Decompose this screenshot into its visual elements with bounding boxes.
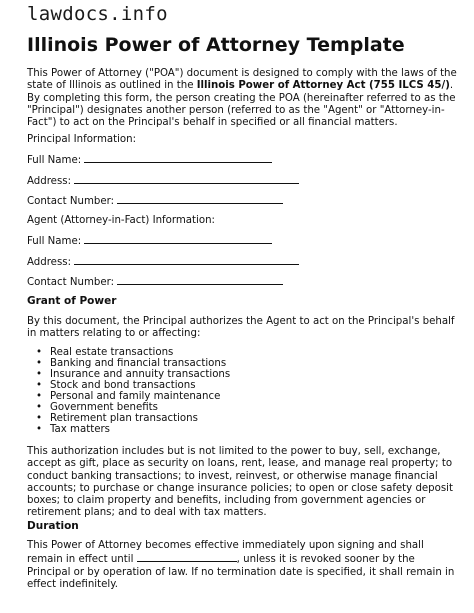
duration-paragraph — [27, 540, 459, 591]
agent-contact-label: Contact Number: — [27, 277, 115, 288]
agent-address-field[interactable] — [74, 255, 299, 265]
agent-address-label: Address: — [27, 257, 72, 268]
intro-text-before: This Power of Attorney ("POA") document is designed to comply with the laws of the state of Illinois as outlined in the — [27, 68, 457, 92]
principal-full-name-row — [27, 153, 272, 167]
agent-full-name-row — [27, 234, 272, 248]
principal-contact-label: Contact Number: — [27, 196, 115, 207]
agent-full-name-field[interactable] — [84, 234, 272, 244]
list-item: • Real estate transactions — [27, 347, 230, 358]
duration-text-after: , unless it is revoked sooner by the Principal or by operation of law. If no termination date is specified, it shall remain in effect indefinitely. — [27, 554, 455, 590]
principal-full-name-label: Full Name: — [27, 155, 82, 166]
authorization-paragraph: This authorization includes but is not limited to the power to buy, sell, exchange, accept as gift, place as security on loans, rent, lease, and manage real property; to conduct banking transactions; to invest, reinvest, or otherwise manage financial accounts; to purchase or change insurance policies; to open or close safety deposit boxes; to claim property and benefits, including from government agencies or retirement plans; and to deal with tax matters. — [27, 446, 454, 519]
duration-heading: Duration — [27, 520, 79, 532]
list-item: • Insurance and annuity transactions — [27, 369, 230, 380]
principal-full-name-field[interactable] — [84, 153, 272, 163]
grant-heading: Grant of Power — [27, 295, 117, 307]
principal-contact-row — [27, 194, 283, 208]
grant-intro-paragraph: By this document, the Principal authorizes the Agent to act on the Principal's behalf in matters relating to or affecting: — [27, 316, 455, 340]
list-item: • Personal and family maintenance — [27, 391, 230, 402]
site-watermark: lawdocs.info — [27, 3, 168, 25]
duration-text-before: This Power of Attorney becomes effective immediately upon signing and shall remain in effect until — [27, 540, 424, 566]
principal-info-label: Principal Information: — [27, 134, 137, 145]
agent-full-name-label: Full Name: — [27, 236, 82, 247]
principal-address-row — [27, 174, 299, 188]
agent-address-row — [27, 255, 299, 269]
principal-contact-field[interactable] — [117, 194, 283, 204]
agent-contact-row — [27, 275, 283, 289]
powers-list — [27, 347, 230, 435]
agent-info-label: Agent (Attorney-in-Fact) Information: — [27, 215, 215, 226]
list-item: • Retirement plan transactions — [27, 413, 230, 424]
list-item: • Stock and bond transactions — [27, 380, 230, 391]
intro-text-after: . By completing this form, the person creating the POA (hereinafter referred to as the "Principal") designates another person (referred to as the "Agent" or "Attorney-in-Fact") to act on the Principal's behalf in specified or all financial matters. — [27, 80, 456, 129]
agent-contact-field[interactable] — [117, 275, 283, 285]
list-item: • Government benefits — [27, 402, 230, 413]
list-item: • Banking and financial transactions — [27, 358, 230, 369]
termination-date-field[interactable] — [137, 552, 237, 562]
principal-address-label: Address: — [27, 176, 72, 187]
intro-paragraph — [27, 68, 459, 129]
act-citation: Illinois Power of Attorney Act (755 ILCS 45/) — [196, 80, 450, 92]
list-item: • Tax matters — [27, 424, 230, 435]
page-title: Illinois Power of Attorney Template — [27, 34, 405, 56]
principal-address-field[interactable] — [74, 174, 299, 184]
